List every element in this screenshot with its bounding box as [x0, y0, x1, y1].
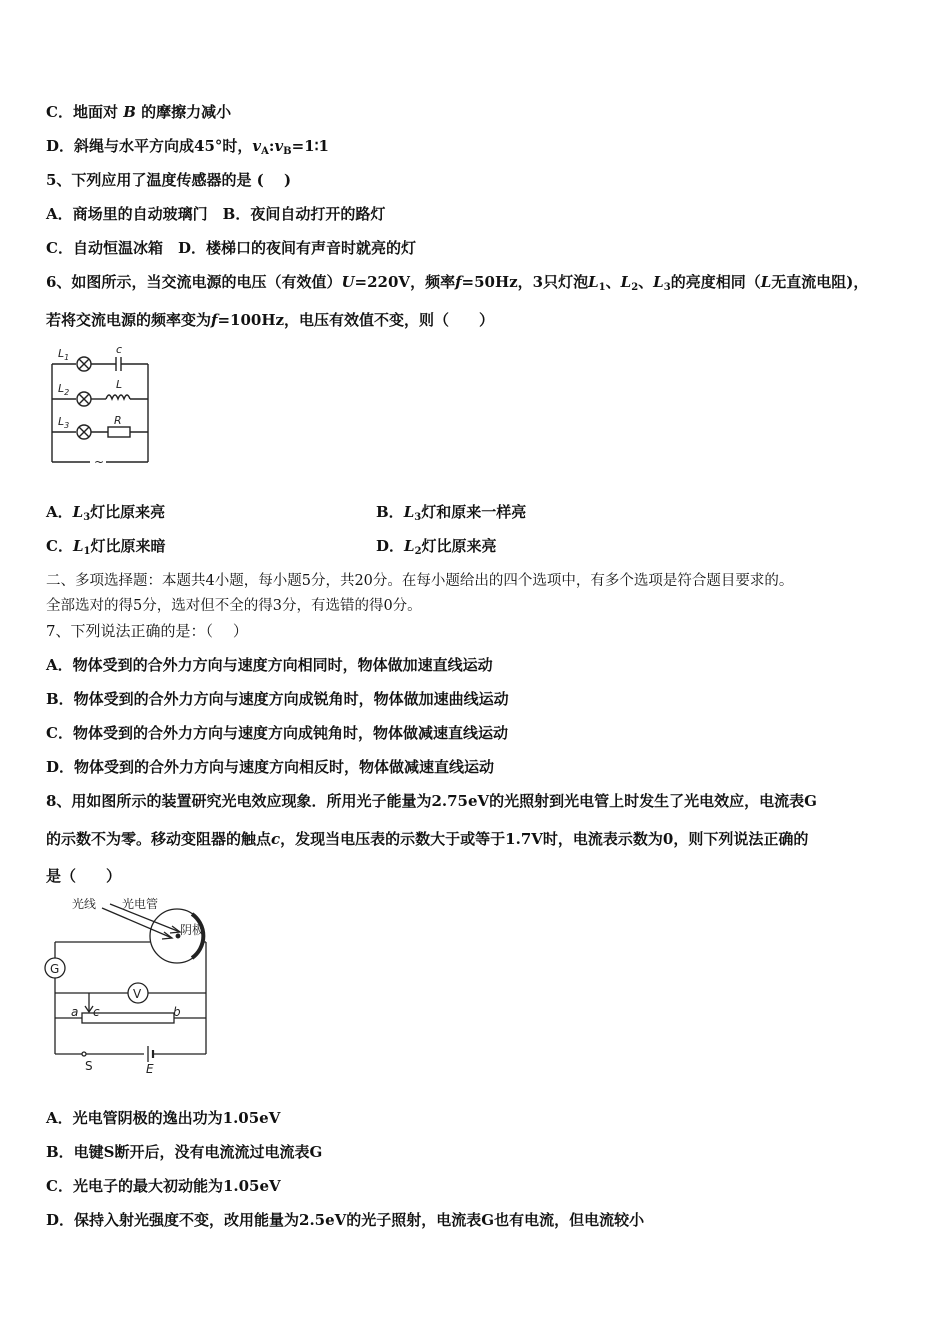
label-s: S	[85, 1059, 93, 1073]
label-r: R	[114, 414, 122, 427]
q8-stem-line3: 是（ ）	[46, 867, 122, 885]
q4-option-c: C．地面对 B 的摩擦力减小	[46, 103, 232, 121]
light-ray-1	[102, 908, 172, 938]
q7-stem: 7、下列说法正确的是：（ ）	[46, 622, 248, 640]
q8-option-b: B．电键S断开后，没有电流流过电流表G	[46, 1143, 323, 1161]
label-l1: $L_1$	[58, 347, 70, 362]
q8-option-a: A．光电管阴极的逸出功为1.05eV	[46, 1109, 281, 1127]
label-inductor: L	[116, 378, 123, 391]
q7-option-a: A．物体受到的合外力方向与速度方向相同时，物体做加速直线运动	[46, 656, 493, 674]
label-e: E	[146, 1062, 154, 1076]
label-l2: $L_2$	[58, 382, 70, 397]
q5-stem: 5、下列应用了温度传感器的是 ( )	[46, 171, 292, 189]
inductor-coil-icon	[106, 395, 130, 399]
q7-option-c: C．物体受到的合外力方向与速度方向成钝角时，物体做减速直线运动	[46, 724, 508, 742]
q6-option-d: D．$L_2$灯比原来亮	[376, 537, 497, 557]
label-v: V	[133, 987, 142, 1001]
q6-option-b: B．$L_3$灯和原来一样亮	[376, 503, 527, 523]
label-phototube: 光电管	[122, 897, 159, 911]
q5-options-row1: A．商场里的自动玻璃门 B．夜间自动打开的路灯	[46, 205, 386, 223]
q8-option-c: C．光电子的最大初动能为1.05eV	[46, 1177, 281, 1195]
label-g: G	[50, 962, 60, 976]
q8-stem-line1: 8、用如图所示的装置研究光电效应现象．所用光子能量为2.75eV的光照射到光电管上时发生了光电效应，电流表G	[46, 792, 817, 810]
section2-header-line1: 二、多项选择题：本题共4小题，每小题5分，共20分。在每小题给出的四个选项中，有多个选项是符合题目要求的。	[46, 573, 794, 589]
q8-option-d: D．保持入射光强度不变，改用能量为2.5eV的光子照射，电流表G也有电流，但电流较小	[46, 1211, 645, 1229]
q6-option-c: C．$L_1$灯比原来暗	[46, 537, 166, 557]
q6-circuit-diagram	[46, 342, 156, 468]
label-a: a	[71, 1005, 79, 1019]
ac-source-icon: ~	[94, 455, 105, 468]
label-l3: $L_3$	[58, 415, 70, 430]
q6-stem-line2: 若将交流电源的频率变为f=100Hz，电压有效值不变，则（ ）	[46, 311, 495, 329]
label-c: c	[93, 1005, 100, 1019]
q4-option-d: D．斜绳与水平方向成45°时，$v_A:v_B=1∶1$	[46, 137, 329, 157]
q8-photoelectric-diagram	[44, 892, 214, 1076]
label-cathode: 阴极	[180, 923, 205, 937]
switch-s-icon	[82, 1052, 86, 1056]
label-b: b	[173, 1005, 181, 1019]
resistor-icon	[108, 427, 130, 437]
label-c: c	[116, 343, 123, 356]
q7-option-b: B．物体受到的合外力方向与速度方向成锐角时，物体做加速曲线运动	[46, 690, 509, 708]
section2-header-line2: 全部选对的得5分，选对但不全的得3分，有选错的得0分。	[46, 598, 422, 614]
q6-stem-line1: 6、如图所示，当交流电源的电压（有效值）U=220V，频率f=50Hz，3只灯泡$L_1$、$L_2$、$L_3$的亮度相同（L无直流电阻)，	[46, 273, 869, 293]
q5-options-row2: C．自动恒温冰箱 D．楼梯口的夜间有声音时就亮的灯	[46, 239, 416, 257]
q7-option-d: D．物体受到的合外力方向与速度方向相反时，物体做减速直线运动	[46, 758, 495, 776]
q6-option-a: A．$L_3$灯比原来亮	[46, 503, 166, 523]
q8-stem-line2: 的示数不为零。移动变阻器的触点c，发现当电压表的示数大于或等于1.7V时，电流表示数为0，则下列说法正确的	[46, 830, 809, 848]
label-light: 光线	[72, 897, 97, 911]
